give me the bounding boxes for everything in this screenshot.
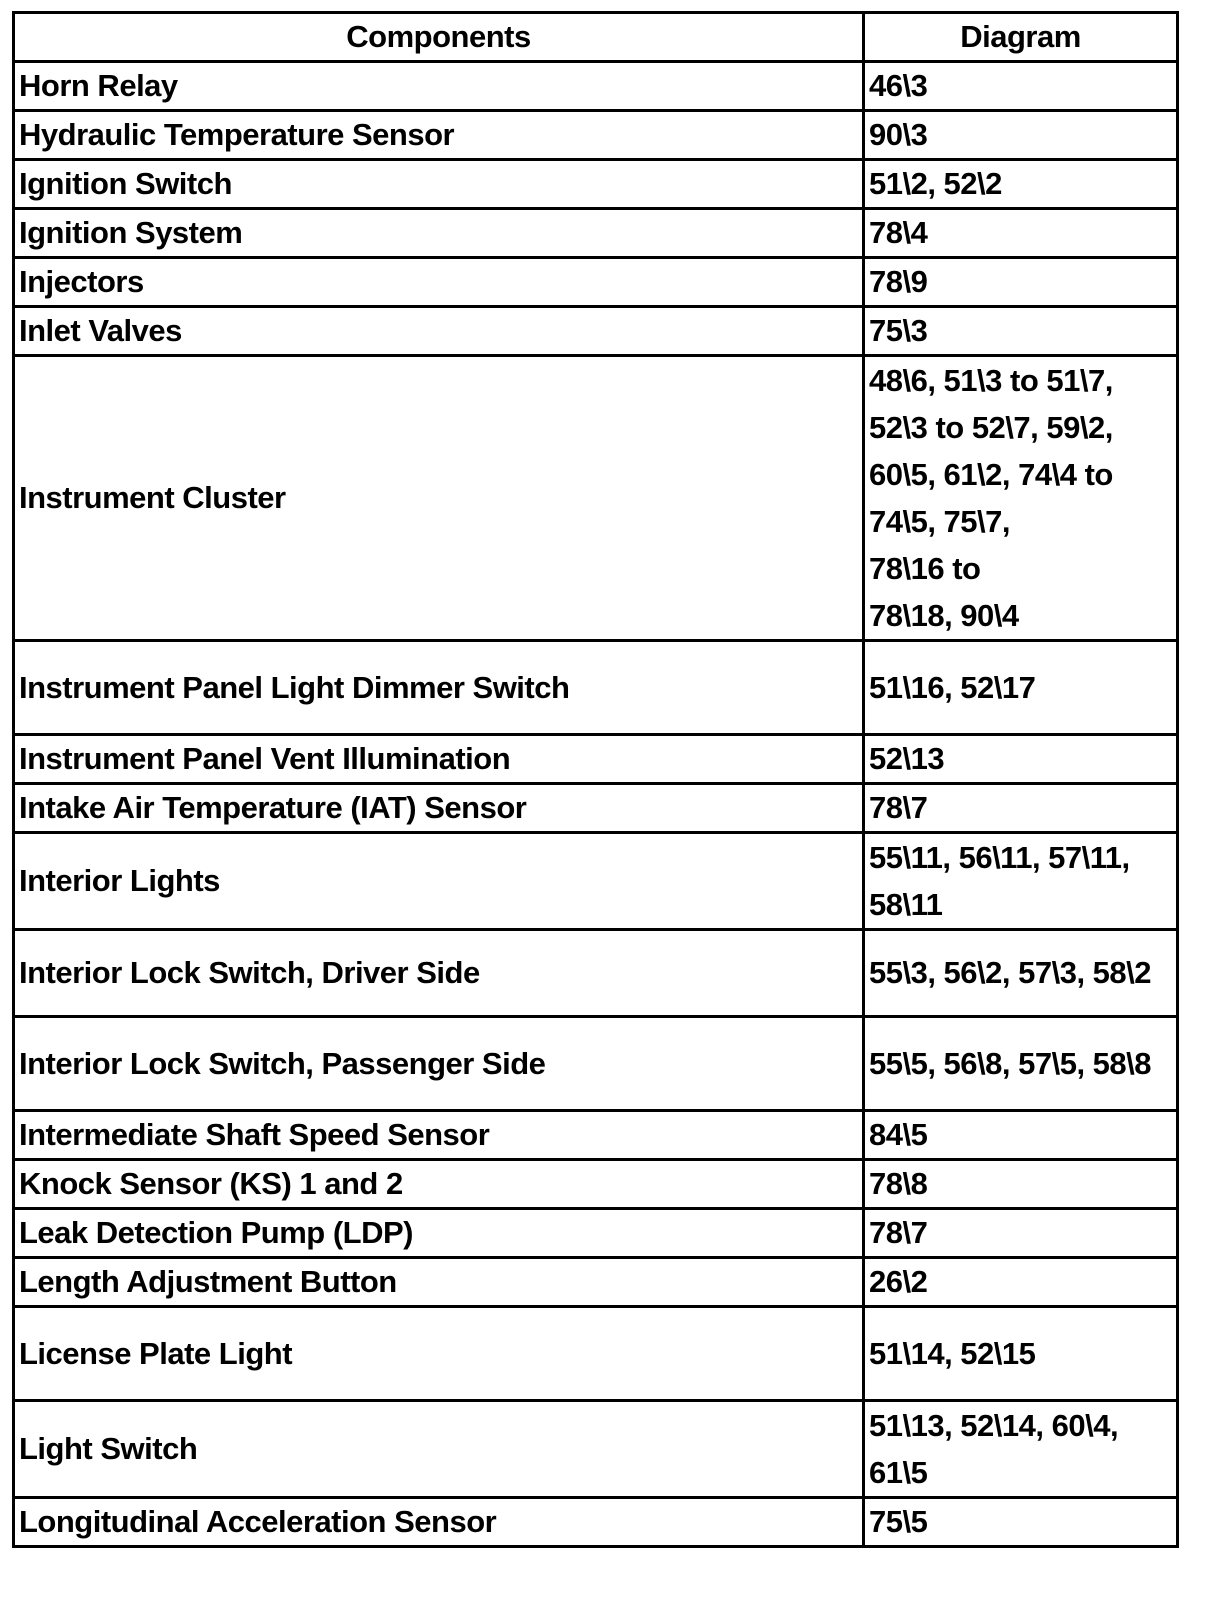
component-cell: Interior Lights bbox=[14, 833, 864, 930]
component-cell: Intake Air Temperature (IAT) Sensor bbox=[14, 784, 864, 833]
component-cell: Longitudinal Acceleration Sensor bbox=[14, 1498, 864, 1547]
diagram-cell: 51\2, 52\2 bbox=[864, 160, 1178, 209]
table-row bbox=[14, 1307, 1178, 1401]
table-row bbox=[14, 735, 1178, 784]
table-row bbox=[14, 160, 1178, 209]
table-row bbox=[14, 1401, 1178, 1498]
header-components: Components bbox=[14, 13, 864, 62]
diagram-cell: 52\13 bbox=[864, 735, 1178, 784]
diagram-cell: 78\8 bbox=[864, 1160, 1178, 1209]
diagram-cell: 78\7 bbox=[864, 784, 1178, 833]
component-cell: Interior Lock Switch, Passenger Side bbox=[14, 1017, 864, 1111]
diagram-cell: 84\5 bbox=[864, 1111, 1178, 1160]
table-row bbox=[14, 1258, 1178, 1307]
component-cell: Leak Detection Pump (LDP) bbox=[14, 1209, 864, 1258]
table-row bbox=[14, 209, 1178, 258]
component-cell: Ignition Switch bbox=[14, 160, 864, 209]
diagram-cell: 51\16, 52\17 bbox=[864, 641, 1178, 735]
component-cell: Instrument Panel Light Dimmer Switch bbox=[14, 641, 864, 735]
component-cell: License Plate Light bbox=[14, 1307, 864, 1401]
diagram-cell: 55\5, 56\8, 57\5, 58\8 bbox=[864, 1017, 1178, 1111]
header-row bbox=[14, 13, 1178, 62]
component-cell: Inlet Valves bbox=[14, 307, 864, 356]
table-row bbox=[14, 930, 1178, 1017]
component-cell: Instrument Panel Vent Illumination bbox=[14, 735, 864, 784]
diagram-cell: 90\3 bbox=[864, 111, 1178, 160]
table-row bbox=[14, 1017, 1178, 1111]
diagram-cell: 46\3 bbox=[864, 62, 1178, 111]
component-cell: Length Adjustment Button bbox=[14, 1258, 864, 1307]
component-cell: Intermediate Shaft Speed Sensor bbox=[14, 1111, 864, 1160]
table-row bbox=[14, 307, 1178, 356]
component-cell: Hydraulic Temperature Sensor bbox=[14, 111, 864, 160]
table-row bbox=[14, 356, 1178, 641]
component-cell: Horn Relay bbox=[14, 62, 864, 111]
diagram-cell: 55\3, 56\2, 57\3, 58\2 bbox=[864, 930, 1178, 1017]
header-diagram: Diagram bbox=[864, 13, 1178, 62]
table-row bbox=[14, 1209, 1178, 1258]
component-cell: Knock Sensor (KS) 1 and 2 bbox=[14, 1160, 864, 1209]
table-row bbox=[14, 111, 1178, 160]
diagram-cell: 75\5 bbox=[864, 1498, 1178, 1547]
table-row bbox=[14, 833, 1178, 930]
component-cell: Instrument Cluster bbox=[14, 356, 864, 641]
component-cell: Interior Lock Switch, Driver Side bbox=[14, 930, 864, 1017]
component-cell: Ignition System bbox=[14, 209, 864, 258]
diagram-cell: 48\6, 51\3 to 51\7, 52\3 to 52\7, 59\2, 60\5, 61\2, 74\4 to 74\5, 75\7, 78\16 to 78\18, 90\4 bbox=[864, 356, 1178, 641]
table-row bbox=[14, 1498, 1178, 1547]
component-cell: Light Switch bbox=[14, 1401, 864, 1498]
diagram-cell: 78\7 bbox=[864, 1209, 1178, 1258]
component-cell: Injectors bbox=[14, 258, 864, 307]
table-row bbox=[14, 641, 1178, 735]
diagram-cell: 26\2 bbox=[864, 1258, 1178, 1307]
table-row bbox=[14, 784, 1178, 833]
diagram-cell: 51\13, 52\14, 60\4, 61\5 bbox=[864, 1401, 1178, 1498]
diagram-cell: 78\9 bbox=[864, 258, 1178, 307]
table-row bbox=[14, 1111, 1178, 1160]
diagram-cell: 51\14, 52\15 bbox=[864, 1307, 1178, 1401]
table-row bbox=[14, 258, 1178, 307]
diagram-cell: 55\11, 56\11, 57\11, 58\11 bbox=[864, 833, 1178, 930]
table-row bbox=[14, 62, 1178, 111]
diagram-cell: 78\4 bbox=[864, 209, 1178, 258]
components-diagram-table bbox=[12, 11, 1179, 1548]
table-row bbox=[14, 1160, 1178, 1209]
diagram-cell: 75\3 bbox=[864, 307, 1178, 356]
